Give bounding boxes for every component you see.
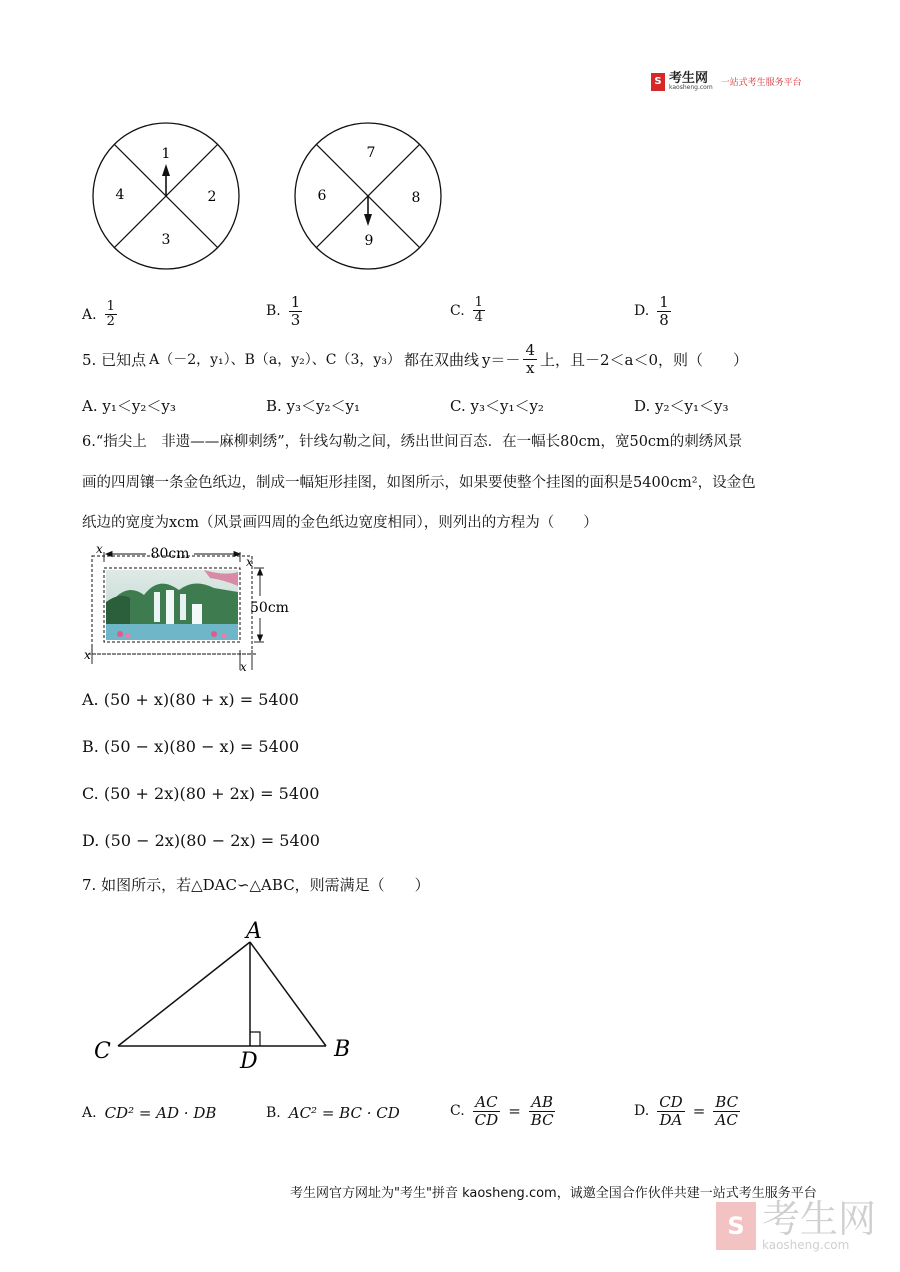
q6-fig-x-left: x [84, 648, 91, 662]
q6-stem-line-3: 纸边的宽度为xcm（风景画四周的金色纸边宽度相同），则列出的方程为（ ） [82, 515, 598, 531]
brand-slogan: 一站式考生服务平台 [720, 78, 802, 88]
left-sector-bottom: 3 [161, 232, 171, 248]
q4-option-b-fraction: $\frac{1}{3}$ [290, 293, 301, 329]
watermark-logo-icon: S [716, 1202, 756, 1250]
q4-option-a[interactable]: A. $\frac{1}{2}$ [82, 299, 115, 330]
brand-domain: kaosheng.com [669, 84, 713, 91]
brand-text [669, 72, 713, 91]
q6-stem-line-1: 6.“指尖上 非遗——麻柳刺绣”，针线勾勒之间，绣出世间百态．在一幅长80cm，宽50cm的刺绣风景 [82, 434, 743, 450]
footer-text: 考生网官方网址为"考生"拼音 kaosheng.com，诚邀全国合作伙伴共建一站式考生服务平台 [290, 1186, 817, 1201]
q6-fig-x-right: x [246, 555, 253, 569]
spinners-figure [88, 118, 448, 276]
watermark: S 考生网 kaosheng.com [716, 1200, 876, 1252]
left-sector-left: 4 [115, 187, 125, 203]
right-sector-right: 8 [411, 190, 421, 206]
q5-function-fraction: $\frac{4}{x}$ [525, 341, 535, 377]
q5-option-d[interactable]: D. y₂＜y₁＜y₃ [634, 397, 729, 415]
right-sector-bottom: 9 [364, 233, 374, 249]
right-sector-left: 6 [317, 188, 327, 204]
q5-stem: 5. 已知点 A（－2，y₁）、B（a，y₂）、C（3，y₃） 都在双曲线 y＝－ $\frac{4}{x}$ 上，且－2＜a＜0，则（ ） [82, 341, 749, 377]
q4-option-c-fraction: $\frac{1}{4}$ [474, 295, 483, 326]
q7-triangle-figure [88, 914, 368, 1074]
q6-option-c[interactable]: C. (50 + 2x)(80 + 2x) = 5400 [82, 784, 320, 803]
right-spinner [295, 123, 441, 269]
left-sector-top: 1 [161, 146, 171, 162]
q6-figure [84, 540, 294, 676]
right-pointer-arrow-icon [364, 214, 372, 226]
right-angle-icon [250, 1032, 260, 1046]
q5-option-b[interactable]: B. y₃＜y₂＜y₁ [266, 397, 361, 415]
q6-fig-x-bottom: x [240, 660, 247, 674]
left-spinner [93, 123, 239, 269]
q5-function-lhs: y＝－ [481, 350, 521, 369]
brand-name: 考生网 [669, 71, 709, 86]
q4-option-a-fraction: $\frac{1}{2}$ [106, 299, 115, 330]
landscape-painting-icon [106, 570, 238, 640]
q5-option-a[interactable]: A. y₁＜y₂＜y₃ [82, 397, 176, 415]
left-sector-right: 2 [207, 189, 217, 205]
q7-option-c[interactable]: C. $\frac{AC}{CD}$ = $\frac{AB}{BC}$ [450, 1093, 554, 1129]
q7-stem: 7. 如图所示，若△DAC∽△ABC，则需满足（ ） [82, 876, 430, 894]
q6-option-d[interactable]: D. (50 − 2x)(80 − 2x) = 5400 [82, 831, 320, 850]
right-sector-top: 7 [366, 145, 376, 161]
q6-fig-width: 50cm [250, 600, 289, 616]
q6-option-a[interactable]: A. (50 + x)(80 + x) = 5400 [82, 690, 299, 709]
brand-logo-icon: S [651, 73, 665, 91]
q7-option-b[interactable]: B. AC² = BC · CD [266, 1104, 400, 1122]
q4-option-b[interactable]: B. $\frac{1}{3}$ [266, 293, 301, 329]
q7-vertex-a: A [246, 919, 262, 944]
q7-vertex-b: B [334, 1037, 351, 1062]
q6-fig-length: 80cm [150, 546, 190, 562]
q6-option-b[interactable]: B. (50 − x)(80 − x) = 5400 [82, 737, 300, 756]
q7-option-d[interactable]: D. $\frac{CD}{DA}$ = $\frac{BC}{AC}$ [634, 1093, 739, 1129]
q7-vertex-d: D [240, 1049, 258, 1074]
q5-points: A（－2，y₁）、B（a，y₂）、C（3，y₃） [149, 352, 401, 368]
q6-stem-line-2: 画的四周镶一条金色纸边，制成一幅矩形挂图，如图所示，如果要使整个挂图的面积是5400cm²，设金色 [82, 475, 756, 491]
q7-vertex-c: C [94, 1039, 111, 1064]
q4-option-d[interactable]: D. $\frac{1}{8}$ [634, 293, 669, 329]
header-brand [651, 72, 802, 91]
left-pointer-arrow-icon [162, 164, 170, 176]
q5-option-c[interactable]: C. y₃＜y₁＜y₂ [450, 397, 544, 415]
q6-fig-x-top: x [96, 542, 103, 556]
q7-option-a[interactable]: A. CD² = AD · DB [82, 1104, 217, 1122]
q4-option-c[interactable]: C. $\frac{1}{4}$ [450, 295, 483, 326]
q4-option-d-fraction: $\frac{1}{8}$ [659, 293, 669, 329]
